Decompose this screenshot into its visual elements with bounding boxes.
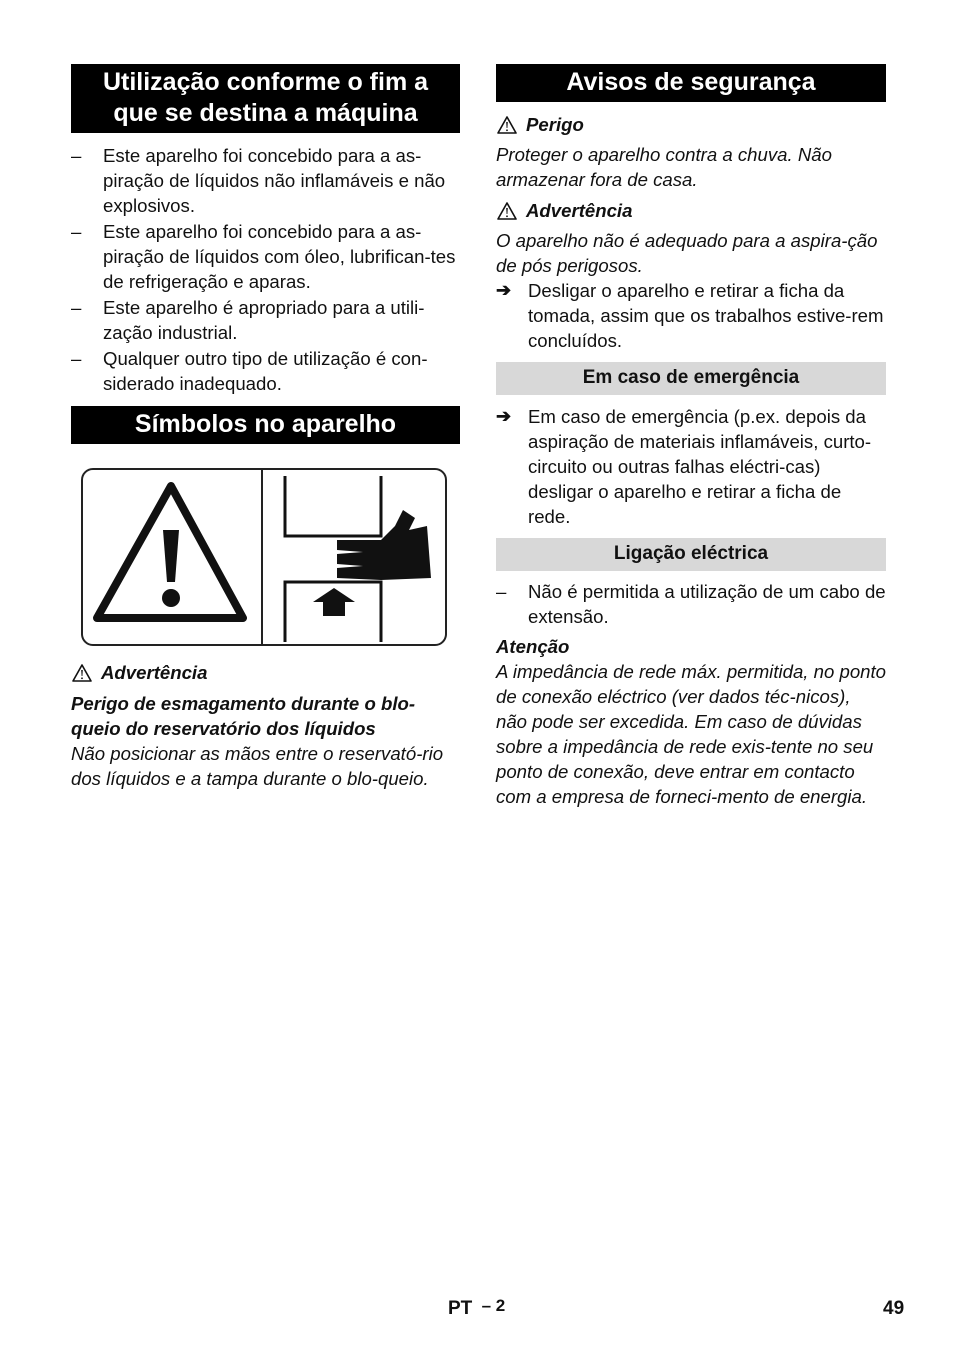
list-item: – Este aparelho é apropriado para a utili-zação industrial.	[71, 297, 425, 343]
arrow-right-icon: ➔	[496, 280, 512, 300]
warning-triangle-icon	[71, 663, 93, 683]
right-column	[496, 64, 886, 809]
symbols-warning-heading: Advertência	[71, 660, 460, 685]
usage-list	[71, 143, 460, 396]
list-item: – Este aparelho foi concebido para a as-piração de líquidos com óleo, lubrifican-tes de refrigeração e aparas.	[71, 221, 456, 292]
danger-heading: Perigo	[496, 112, 886, 137]
danger-text: Proteger o aparelho contra a chuva. Não armazenar fora de casa.	[496, 144, 832, 190]
attention-text: A impedância de rede máx. permitida, no ponto de conexão eléctrico (ver dados téc-nicos), não pode ser excedida. Em caso de dúvidas sobre a impedância de rede exis-tente no seu ponto de conexão, deve entrar em contacto com a empresa de forneci-mento de energia.	[496, 661, 887, 807]
hand-crush-icon	[263, 470, 443, 644]
list-item: – Este aparelho foi concebido para a as-piração de líquidos não inflamáveis e não explosivos.	[71, 145, 446, 216]
symbols-heading: Símbolos no aparelho	[71, 406, 460, 444]
arrow-right-icon: ➔	[496, 406, 512, 426]
electrical-list	[496, 579, 886, 629]
list-item: – Qualquer outro tipo de utilização é con-siderado inadequado.	[71, 348, 428, 394]
warning-triangle-icon	[496, 115, 518, 135]
electrical-heading: Ligação eléctrica	[496, 538, 886, 571]
usage-heading-line2: que se destina a máquina	[113, 99, 418, 127]
emergency-heading: Em caso de emergência	[496, 362, 886, 395]
crush-warning-text: Não posicionar as mãos entre o reservató-rio dos líquidos e a tampa durante o blo-queio.	[71, 743, 444, 789]
safety-warning-text: O aparelho não é adequado para a aspira-ção de pós perigosos.	[496, 230, 878, 276]
safety-action: ➔ Desligar o aparelho e retirar a ficha da tomada, assim que os trabalhos estive-rem concluídos.	[496, 280, 884, 351]
safety-warning-heading: Advertência	[496, 198, 886, 223]
safety-heading: Avisos de segurança	[496, 64, 886, 102]
footer-language: PT – 2	[448, 1296, 506, 1319]
warning-triangle-icon	[496, 201, 518, 221]
crush-warning-bold: Perigo de esmagamento durante o blo-queio do reservatório dos líquidos	[71, 693, 416, 739]
footer-subpage: – 2	[481, 1296, 506, 1315]
page-number: 49	[883, 1298, 905, 1319]
left-column	[71, 64, 460, 791]
attention-heading: Atenção	[496, 636, 570, 657]
emergency-action: ➔ Em caso de emergência (p.ex. depois da aspiração de materiais inflamáveis, curto-circuito ou outras falhas eléctri-cas) desligar o aparelho e retirar a ficha de rede.	[496, 406, 872, 527]
usage-heading-line1: Utilização conforme o fim a	[102, 68, 429, 96]
warning-triangle-icon	[83, 470, 261, 644]
usage-heading	[71, 64, 460, 133]
list-item: – Não é permitida a utilização de um cabo de extensão.	[496, 581, 886, 627]
crush-pictogram	[81, 468, 447, 646]
